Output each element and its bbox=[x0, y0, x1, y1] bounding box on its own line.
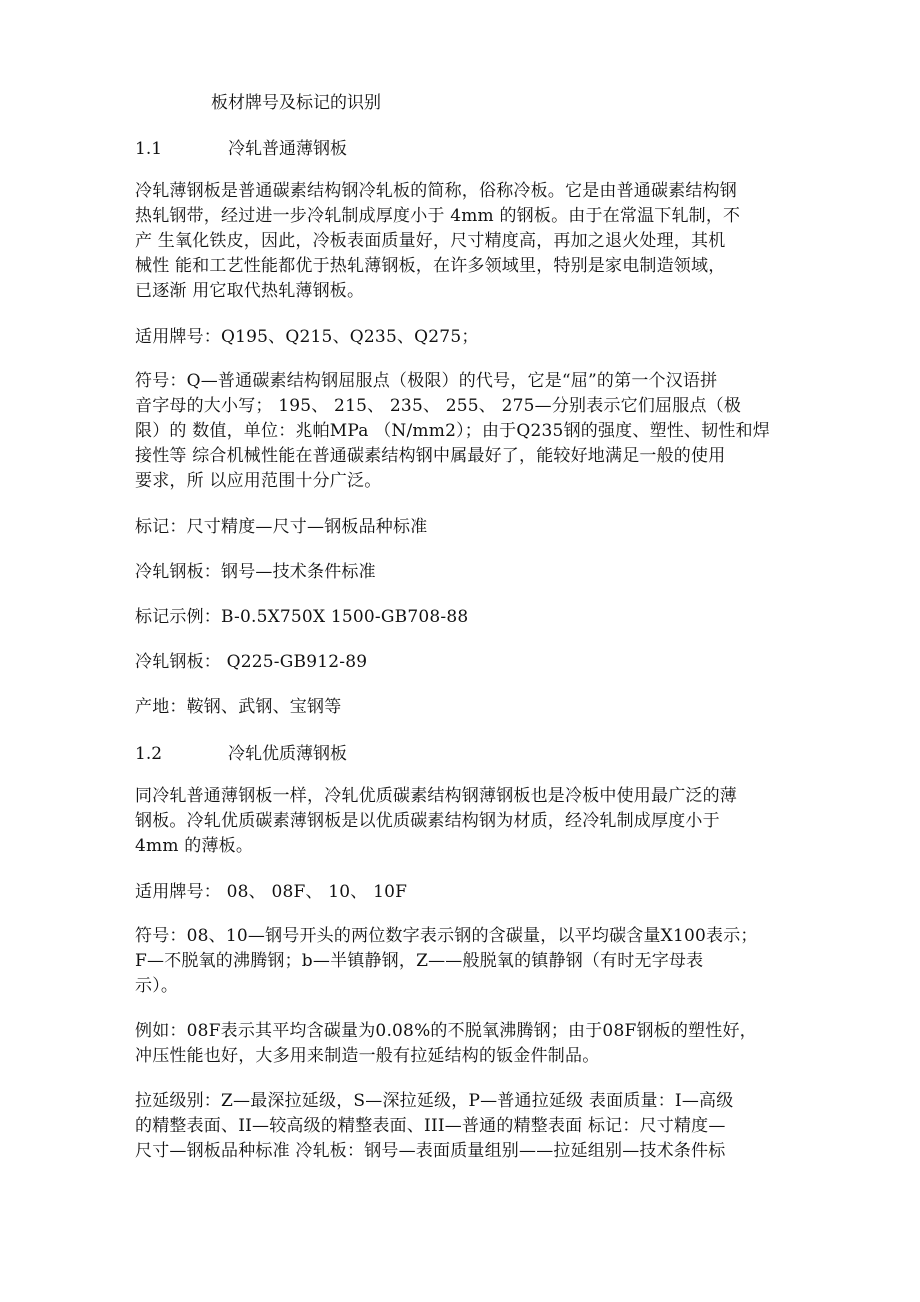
text-line: 音字母的大小写； 195、 215、 235、 255、 275—分别表示它们屈服点（极 bbox=[135, 396, 742, 416]
text-line: 冷轧钢板： Q225-GB912-89 bbox=[135, 652, 368, 672]
text-line: F—不脱氧的沸腾钢；b—半镇静钢，Z——般脱氧的镇静钢（有时无字母表 bbox=[135, 951, 704, 971]
paragraph-origin bbox=[135, 694, 790, 720]
paragraph-symbols bbox=[135, 369, 790, 494]
text-line: 接性等 综合机械性能在普通碳素结构钢中属最好了，能较好地满足一般的使用 bbox=[135, 446, 726, 466]
paragraph-grades bbox=[135, 324, 790, 350]
text-line: 钢板。冷轧优质碳素薄钢板是以优质碳素结构钢为材质，经冷轧制成厚度小于 bbox=[135, 811, 720, 831]
paragraph-intro bbox=[135, 179, 790, 304]
paragraph-cold-rolled-example bbox=[135, 649, 790, 675]
text-line: 标记：尺寸精度—尺寸—钢板品种标准 bbox=[135, 517, 428, 537]
text-line: 适用牌号：Q195、Q215、Q235、Q275； bbox=[135, 327, 479, 347]
section-title: 冷轧普通薄钢板 bbox=[228, 139, 347, 159]
section-heading-1-2 bbox=[135, 739, 790, 769]
text-line: 适用牌号： 08、 08F、 10、 10F bbox=[135, 882, 408, 902]
text-line: 符号：08、10—钢号开头的两位数字表示钢的含碳量，以平均碳含量X100表示； bbox=[135, 926, 758, 946]
text-line: 冷轧薄钢板是普通碳素结构钢冷轧板的简称，俗称冷板。它是由普通碳素结构钢 bbox=[135, 181, 737, 201]
text-line: 冷轧钢板：钢号—技术条件标准 bbox=[135, 562, 376, 582]
text-line: 限）的 数值，单位：兆帕MPa （N/mm2）；由于Q235钢的强度、塑性、韧性和焊 bbox=[135, 421, 770, 441]
paragraph-marking-example bbox=[135, 604, 790, 630]
text-line: 产地：鞍钢、武钢、宝钢等 bbox=[135, 697, 342, 717]
paragraph-cold-rolled-plate bbox=[135, 559, 790, 585]
document-title: 板材牌号及标记的识别 bbox=[211, 93, 381, 113]
section-title: 冷轧优质薄钢板 bbox=[228, 744, 347, 764]
paragraph-quality-grades bbox=[135, 879, 790, 905]
text-line: 4mm 的薄板。 bbox=[135, 836, 254, 856]
text-line: 已逐渐 用它取代热轧薄钢板。 bbox=[135, 281, 365, 301]
text-line: 标记示例：B-0.5X750X 1500-GB708-88 bbox=[135, 607, 469, 627]
section-number: 1.2 bbox=[135, 744, 163, 764]
paragraph-quality-example bbox=[135, 1019, 790, 1069]
text-line: 产 生氧化铁皮，因此，冷板表面质量好，尺寸精度高，再加之退火处理，其机 bbox=[135, 231, 726, 251]
text-line: 拉延级别：Z—最深拉延级，S—深拉延级，P—普通拉延级 表面质量：I—高级 bbox=[135, 1091, 734, 1111]
text-line: 同冷轧普通薄钢板一样，冷轧优质碳素结构钢薄钢板也是冷板中使用最广泛的薄 bbox=[135, 786, 737, 806]
text-line: 尺寸—钢板品种标准 冷轧板：钢号—表面质量组别——拉延组别—技术条件标 bbox=[135, 1141, 726, 1161]
paragraph-drawing-grades bbox=[135, 1089, 790, 1164]
document-page bbox=[135, 88, 790, 1184]
text-line: 械性 能和工艺性能都优于热轧薄钢板，在许多领域里，特别是家电制造领域， bbox=[135, 256, 726, 276]
paragraph-quality-symbols bbox=[135, 924, 790, 999]
text-line: 热轧钢带，经过进一步冷轧制成厚度小于 4mm 的钢板。由于在常温下轧制，不 bbox=[135, 206, 741, 226]
text-line: 的精整表面、II—较高级的精整表面、III—普通的精整表面 标记：尺寸精度— bbox=[135, 1116, 726, 1136]
section-number: 1.1 bbox=[135, 139, 163, 159]
section-heading-1-1 bbox=[135, 134, 790, 164]
text-line: 示）。 bbox=[135, 976, 179, 996]
text-line: 要求，所 以应用范围十分广泛。 bbox=[135, 471, 382, 491]
paragraph-marking bbox=[135, 514, 790, 540]
text-line: 符号：Q—普通碳素结构钢屈服点（极限）的代号，它是“屈”的第一个汉语拼 bbox=[135, 371, 718, 391]
paragraph-quality-intro bbox=[135, 784, 790, 859]
text-line: 例如：08F表示其平均含碳量为0.08%的不脱氧沸腾钢；由于08F钢板的塑性好， bbox=[135, 1021, 757, 1041]
text-line: 冲压性能也好，大多用来制造一般有拉延结构的钣金件制品。 bbox=[135, 1046, 600, 1066]
